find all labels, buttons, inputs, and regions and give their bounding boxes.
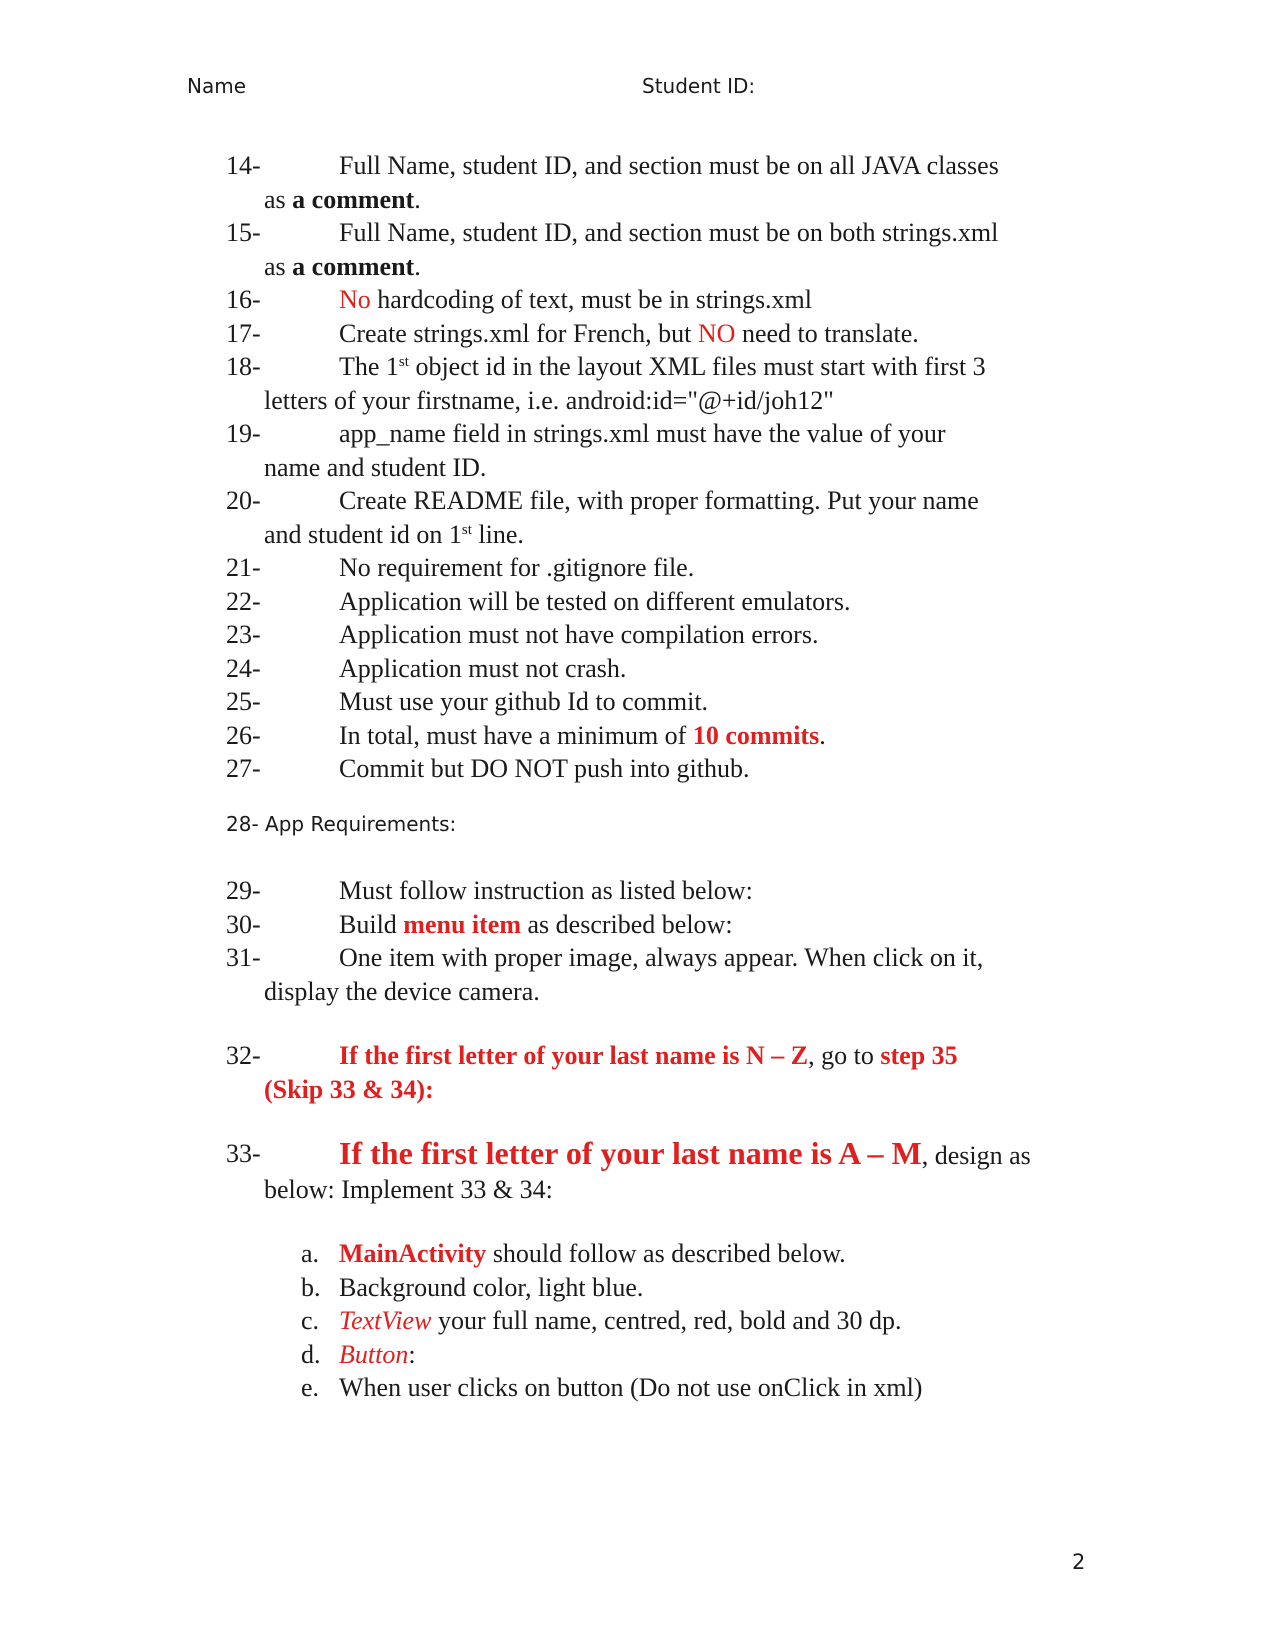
item-number: 14- (226, 151, 261, 180)
highlight-text: 10 commits (692, 720, 820, 750)
sub-list-item-b (226, 1271, 1106, 1305)
sub-list-item-c (226, 1304, 1106, 1338)
sub-item-letter: c. (301, 1306, 320, 1335)
item-number: 20- (226, 486, 261, 515)
list-item-26 (226, 719, 1106, 753)
item-text: If the first letter of your last name is N – Z, go to step 35 (339, 1041, 958, 1070)
emphasis-text: a comment (292, 251, 415, 281)
list-item-30 (226, 908, 1106, 942)
item-text-continued: below: Implement 33 & 34: (264, 1174, 553, 1204)
item-text: Full Name, student ID, and section must be on both strings.xml (339, 218, 999, 247)
sub-list-item-a (226, 1237, 1106, 1271)
emphasis-text: a comment (292, 184, 415, 214)
item-text-continued: display the device camera. (264, 976, 540, 1006)
sub-item-text: TextView your full name, centred, red, bold and 30 dp. (339, 1306, 902, 1335)
item-number: 19- (226, 419, 261, 448)
section-heading-app-requirements: 28- App Requirements: (226, 811, 457, 836)
highlight-text: Button (339, 1339, 409, 1369)
item-text-continued: (Skip 33 & 34): (264, 1074, 434, 1104)
name-label: Name (187, 74, 247, 98)
page-number: 2 (1072, 1550, 1086, 1574)
sub-item-text: When user clicks on button (Do not use onClick in xml) (339, 1373, 923, 1402)
highlight-text: If the first letter of your last name is A – M (339, 1135, 922, 1171)
highlight-text: If the first letter of your last name is N – Z (339, 1041, 809, 1070)
list-item-24 (226, 652, 1106, 686)
list-item-16 (226, 283, 1106, 317)
item-text: Application must not crash. (339, 653, 627, 683)
item-text: Create README file, with proper formatting. Put your name (339, 486, 979, 515)
item-text: One item with proper image, always appear. When click on it, (339, 943, 984, 972)
item-text: No requirement for .gitignore file. (339, 553, 695, 582)
item-text: Commit but DO NOT push into github. (339, 754, 750, 783)
item-text: Application will be tested on different emulators. (339, 586, 851, 616)
sub-item-letter: a. (301, 1239, 320, 1268)
requirements-list (226, 149, 1106, 1405)
item-text: The 1st object id in the layout XML files must start with first 3 (339, 352, 986, 381)
item-text-continued: and student id on 1st line. (264, 519, 524, 549)
spacer (226, 1008, 1106, 1039)
item-text: Must follow instruction as listed below: (339, 876, 753, 905)
item-number: 32- (226, 1041, 261, 1070)
item-text: Full Name, student ID, and section must be on all JAVA classes (339, 151, 999, 180)
item-text: No hardcoding of text, must be in strings.xml (339, 285, 813, 314)
item-number: 25- (226, 687, 261, 716)
list-item-17 (226, 317, 1106, 351)
item-text-continued: letters of your firstname, i.e. android:id="@+id/joh12" (264, 385, 834, 415)
list-item-22 (226, 585, 1106, 619)
item-number: 16- (226, 285, 261, 314)
list-item-21 (226, 551, 1106, 585)
spacer (226, 1206, 1106, 1237)
item-number: 31- (226, 943, 261, 972)
highlight-text: MainActivity (339, 1239, 487, 1268)
sub-item-text: Background color, light blue. (339, 1272, 644, 1302)
item-number: 33- (226, 1139, 261, 1168)
item-text: Build menu item as described below: (339, 909, 733, 939)
item-number: 23- (226, 620, 261, 649)
sub-item-text: MainActivity should follow as described below. (339, 1239, 846, 1268)
item-text: If the first letter of your last name is A – M, design as (339, 1135, 1031, 1171)
list-item-25 (226, 685, 1106, 719)
spacer (226, 1106, 1106, 1137)
highlight-text: menu item (403, 909, 521, 939)
highlight-text: step 35 (880, 1041, 958, 1070)
highlight-text: TextView (339, 1306, 432, 1335)
student-id-label: Student ID: (642, 74, 756, 98)
sub-list-item-e (226, 1371, 1106, 1405)
item-number: 27- (226, 754, 261, 783)
sub-item-letter: e. (301, 1373, 320, 1402)
item-number: 17- (226, 318, 261, 348)
item-text: app_name field in strings.xml must have the value of your (339, 419, 946, 448)
list-item-14 (226, 149, 1106, 216)
item-text: Application must not have compilation errors. (339, 620, 819, 649)
sub-item-letter: b. (301, 1272, 321, 1302)
highlight-text: NO (697, 318, 736, 348)
item-number: 21- (226, 553, 261, 582)
list-item-23 (226, 618, 1106, 652)
item-number: 26- (226, 720, 261, 750)
item-text: Create strings.xml for French, but NO need to translate. (339, 318, 919, 348)
item-text-continued: as a comment. (264, 184, 421, 214)
list-item-19 (226, 417, 1106, 484)
item-number: 22- (226, 586, 261, 616)
item-text: In total, must have a minimum of 10 commits. (339, 720, 826, 750)
list-item-29 (226, 874, 1106, 908)
list-item-18 (226, 350, 1106, 417)
item-number: 18- (226, 352, 261, 381)
list-item-32 (226, 1039, 1106, 1106)
item-text-continued: as a comment. (264, 251, 421, 281)
item-number: 30- (226, 909, 261, 939)
item-number: 24- (226, 653, 261, 683)
list-item-31 (226, 941, 1106, 1008)
list-item-33 (226, 1137, 1106, 1206)
sub-list-item-d (226, 1338, 1106, 1372)
sub-list (226, 1237, 1106, 1405)
item-text: Must use your github Id to commit. (339, 687, 709, 716)
highlight-text: No (339, 285, 371, 314)
item-number: 29- (226, 876, 261, 905)
list-item-20 (226, 484, 1106, 551)
sub-item-text: Button: (339, 1339, 416, 1369)
sub-item-letter: d. (301, 1339, 321, 1369)
list-item-15 (226, 216, 1106, 283)
list-item-27 (226, 752, 1106, 786)
item-text-continued: name and student ID. (264, 452, 487, 482)
item-number: 15- (226, 218, 261, 247)
